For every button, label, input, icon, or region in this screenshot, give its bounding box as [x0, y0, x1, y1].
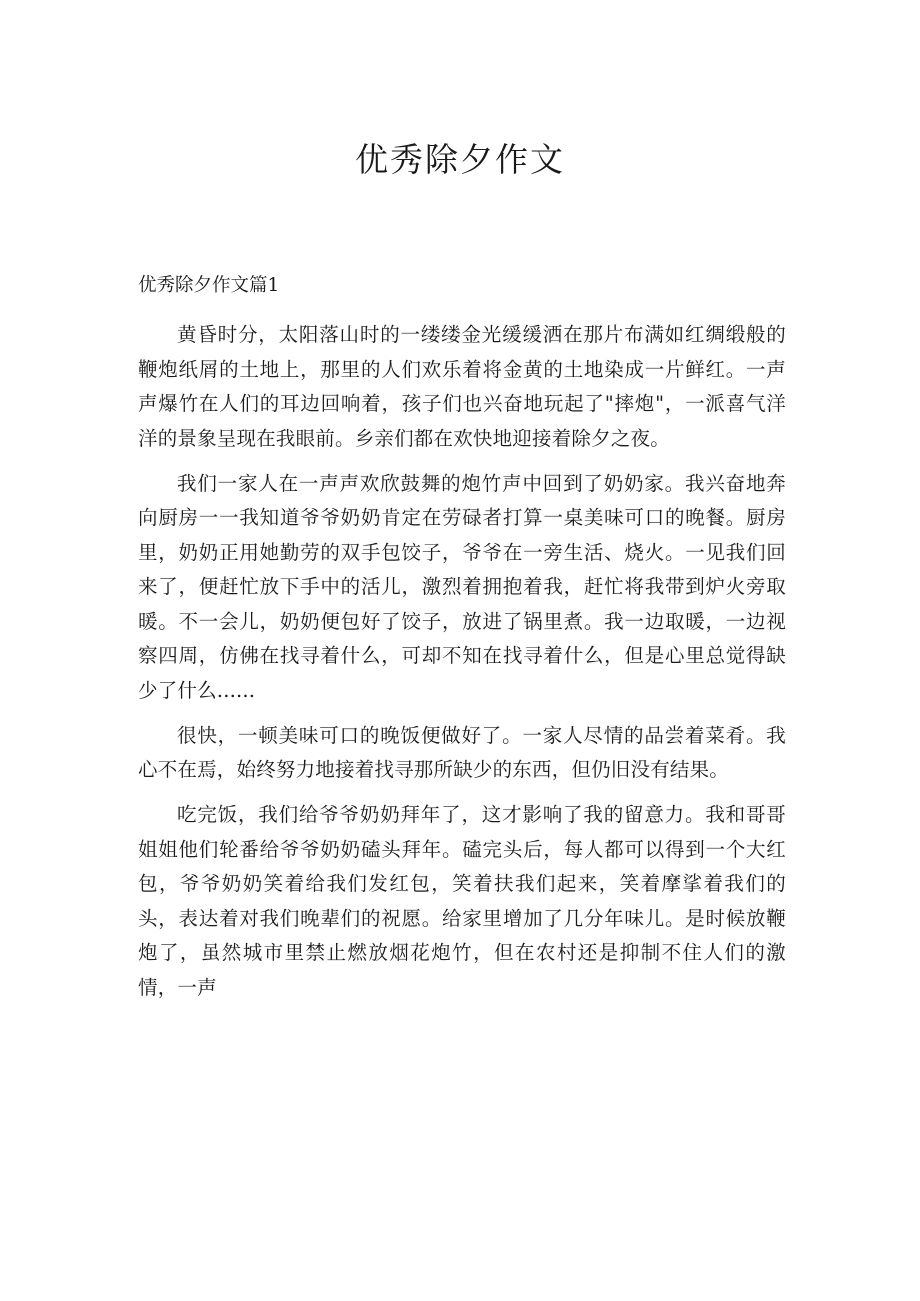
paragraph-4: 吃完饭，我们给爷爷奶奶拜年了，这才影响了我的留意力。我和哥哥姐姐他们轮番给爷爷奶奶磕头拜年。磕完头后，每人都可以得到一个大红包，爷爷奶奶笑着给我们发红包，笑着扶我们起来，笑着摩挲着我们的头，表达着对我们晚辈们的祝愿。给家里增加了几分年味儿。是时候放鞭炮了，虽然城市里禁止燃放烟花炮竹，但在农村还是抑制不住人们的激情，一声 — [138, 803, 786, 999]
paragraph-2: 我们一家人在一声声欢欣鼓舞的炮竹声中回到了奶奶家。我兴奋地奔向厨房一一我知道爷爷奶奶肯定在劳碌者打算一桌美味可口的晚餐。厨房里，奶奶正用她勤劳的双手包饺子，爷爷在一旁生活、烧火。一见我们回来了，便赶忙放下手中的活儿，激烈着拥抱着我，赶忙将我带到炉火旁取暖。不一会儿，奶奶便包好了饺子，放进了锅里煮。我一边取暖，一边视察四周，仿佛在找寻着什么，可却不知在找寻着什么，但是心里总觉得缺少了什么...... — [138, 471, 786, 702]
section-heading: 优秀除夕作文篇1 — [138, 275, 280, 296]
document-body — [138, 318, 786, 1016]
document-title: 优秀除夕作文 — [355, 140, 565, 179]
paragraph-3: 很快，一顿美味可口的晚饭便做好了。一家人尽情的品尝着菜肴。我心不在焉，始终努力地接着找寻那所缺少的东西，但仍旧没有结果。 — [138, 723, 786, 781]
paragraph-1: 黄昏时分，太阳落山时的一缕缕金光缓缓洒在那片布满如红绸缎般的鞭炮纸屑的土地上，那里的人们欢乐着将金黄的土地染成一片鲜红。一声声爆竹在人们的耳边回响着，孩子们也兴奋地玩起了"摔炮"，一派喜气洋洋的景象呈现在我眼前。乡亲们都在欢快地迎接着除夕之夜。 — [138, 323, 786, 450]
